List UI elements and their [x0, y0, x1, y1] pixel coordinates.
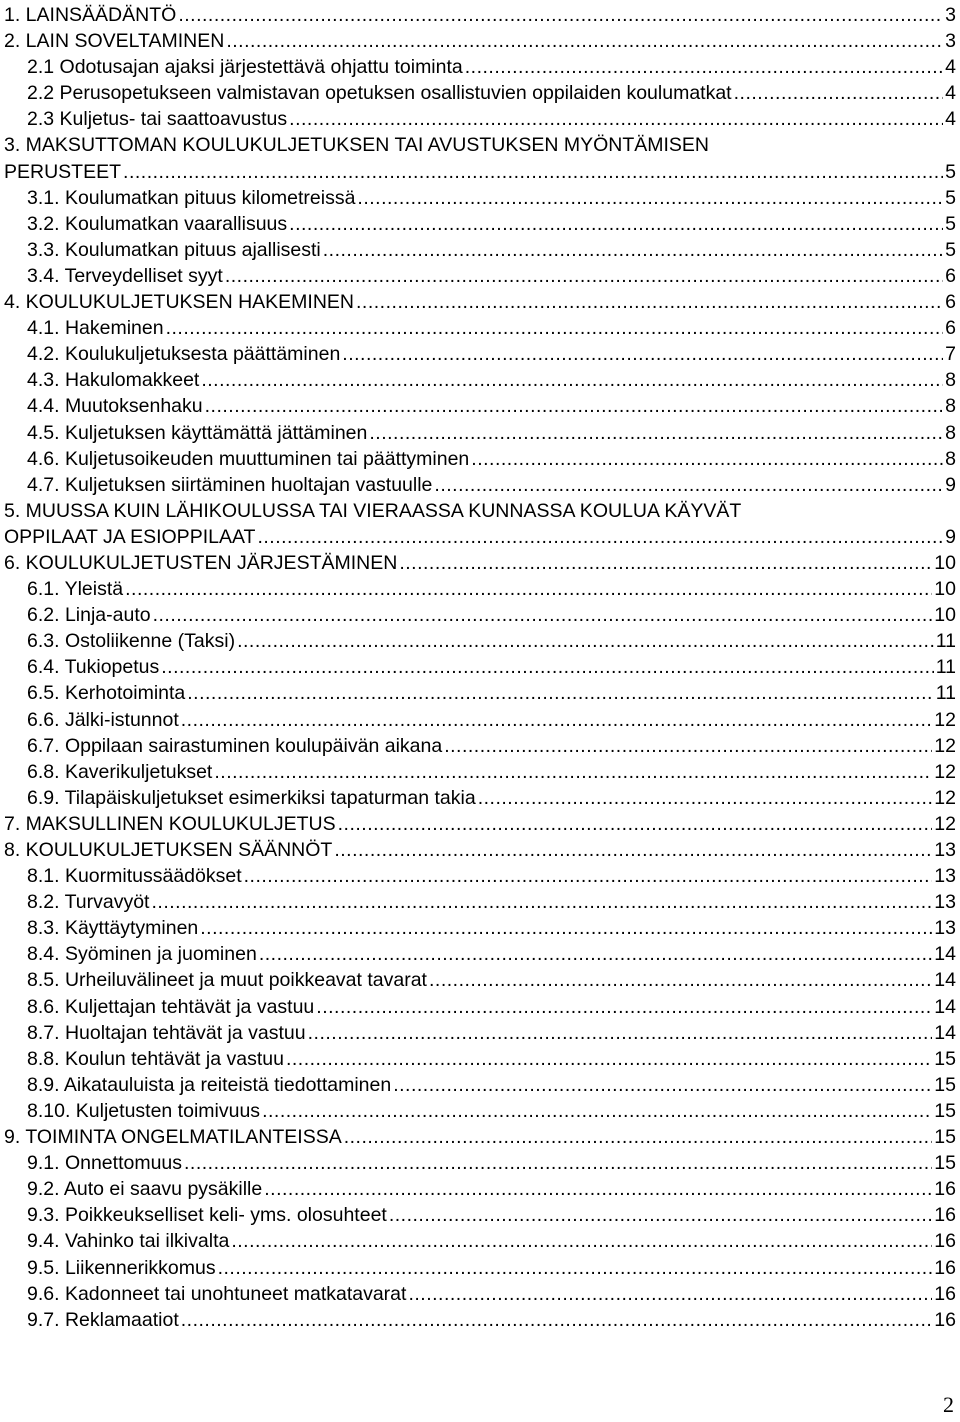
toc-entry-title: 9.3. Poikkeukselliset keli- yms. olosuhteet: [27, 1204, 387, 1227]
toc-entry[interactable]: [4, 1228, 956, 1254]
toc-dot-leader: [205, 393, 944, 419]
toc-entry[interactable]: [4, 967, 956, 993]
toc-entry-page: 12: [934, 734, 956, 757]
toc-entry-title: 9.6. Kadonneet tai unohtuneet matkatavarat: [27, 1282, 407, 1305]
toc-entry-page: 16: [934, 1230, 956, 1253]
toc-entry-page: 8: [945, 421, 956, 444]
toc-entry-title: 6.2. Linja-auto: [27, 604, 151, 627]
toc-entry-page: 15: [934, 1126, 956, 1149]
toc-entry-title: 8.8. Koulun tehtävät ja vastuu: [27, 1047, 284, 1070]
toc-entry-title: PERUSTEET: [4, 160, 122, 183]
toc-dot-leader: [465, 54, 943, 80]
toc-entry-title: 3.1. Koulumatkan pituus kilometreissä: [27, 186, 356, 209]
toc-entry-page: 13: [934, 917, 956, 940]
toc-entry-title: 2.1 Odotusajan ajaksi järjestettävä ohjattu toiminta: [27, 56, 463, 79]
toc-entry-page: 12: [934, 760, 956, 783]
toc-entry[interactable]: [4, 1307, 956, 1333]
toc-entry-page: 15: [934, 1099, 956, 1122]
toc-entry-title: 4.7. Kuljetuksen siirtäminen huoltajan vastuulle: [27, 473, 433, 496]
toc-entry-title: 1. LAINSÄÄDÄNTÖ: [4, 4, 177, 26]
toc-entry[interactable]: [4, 211, 956, 237]
toc-entry-title: 9.4. Vahinko tai ilkivalta: [27, 1230, 230, 1253]
toc-entry-page: 8: [945, 369, 956, 392]
toc-entry-title: 4.4. Muutoksenhaku: [27, 395, 203, 418]
toc-entry-title: 6.3. Ostoliikenne (Taksi): [27, 630, 236, 653]
toc-entry[interactable]: [4, 367, 956, 393]
toc-entry-page: 14: [934, 995, 956, 1018]
toc-entry-title: 4.1. Hakeminen: [27, 317, 164, 340]
toc-entry-page: 6: [945, 291, 956, 314]
toc-entry[interactable]: [4, 524, 956, 550]
toc-dot-leader: [151, 889, 932, 915]
toc-dot-leader: [153, 602, 933, 628]
toc-entry[interactable]: [4, 785, 956, 811]
toc-dot-leader: [334, 837, 932, 863]
toc-entry-page: 15: [934, 1152, 956, 1175]
toc-entry-title: 6. KOULUKULJETUSTEN JÄRJESTÄMINEN: [4, 551, 398, 574]
toc-entry-title: 6.4. Tukiopetus: [27, 656, 160, 679]
toc-entry-page: 16: [934, 1204, 956, 1227]
toc-entry-page: 15: [934, 1073, 956, 1096]
toc-entry[interactable]: [4, 237, 956, 263]
toc-entry[interactable]: [4, 1046, 956, 1072]
toc-entry[interactable]: [4, 1072, 956, 1098]
toc-entry[interactable]: [4, 1281, 956, 1307]
toc-entry-title: 9. TOIMINTA ONGELMATILANTEISSA: [4, 1126, 342, 1149]
toc-dot-leader: [289, 106, 943, 132]
toc-dot-leader: [259, 941, 932, 967]
toc-dot-leader: [123, 159, 943, 185]
toc-dot-leader: [399, 550, 932, 576]
toc-dot-leader: [356, 289, 943, 315]
toc-entry[interactable]: [4, 863, 956, 889]
toc-dot-leader: [178, 2, 943, 28]
toc-entry-title: 4.2. Koulukuljetuksesta päättäminen: [27, 343, 341, 366]
toc-entry[interactable]: [4, 576, 956, 602]
toc-dot-leader: [181, 1307, 933, 1333]
toc-entry-title: 8.2. Turvavyöt: [27, 891, 150, 914]
toc-dot-leader: [478, 785, 933, 811]
toc-entry[interactable]: [4, 263, 956, 289]
toc-entry-title: 8.5. Urheiluvälineet ja muut poikkeavat tavarat: [27, 969, 427, 992]
toc-entry[interactable]: [4, 628, 956, 654]
toc-entry-title: 7. MAKSULLINEN KOULUKULJETUS: [4, 812, 336, 835]
toc-dot-leader: [323, 237, 943, 263]
toc-entry-title: 9.5. Liikennerikkomus: [27, 1256, 216, 1279]
toc-dot-leader: [389, 1202, 932, 1228]
toc-entry[interactable]: [4, 994, 956, 1020]
toc-entry-title: 4. KOULUKULJETUKSEN HAKEMINEN: [4, 291, 355, 314]
toc-entry-page: 16: [934, 1308, 956, 1331]
toc-dot-leader: [237, 628, 934, 654]
toc-dot-leader: [200, 915, 932, 941]
toc-entry-page: 5: [945, 186, 956, 209]
toc-entry-title: 3. MAKSUTTOMAN KOULUKULJETUKSEN TAI AVUSTUKSEN MYÖNTÄMISEN: [4, 134, 710, 157]
toc-entry-page: 6: [945, 264, 956, 287]
toc-entry-page: 3: [945, 30, 956, 53]
toc-dot-leader: [231, 1228, 932, 1254]
toc-dot-leader: [187, 680, 933, 706]
toc-entry-title: OPPILAAT JA ESIOPPILAAT: [4, 525, 256, 548]
toc-entry-page: 11: [935, 656, 956, 679]
toc-entry-page: 8: [945, 395, 956, 418]
toc-dot-leader: [214, 759, 932, 785]
toc-entry-title: 6.7. Oppilaan sairastuminen koulupäivän aikana: [27, 734, 443, 757]
toc-dot-leader: [444, 733, 932, 759]
toc-entry-title: 9.2. Auto ei saavu pysäkille: [27, 1178, 263, 1201]
toc-entry-page: 12: [934, 708, 956, 731]
toc-entry[interactable]: [4, 2, 956, 28]
toc-entry-title: 3.3. Koulumatkan pituus ajallisesti: [27, 238, 321, 261]
toc-entry[interactable]: [4, 1176, 956, 1202]
toc-dot-leader: [225, 263, 943, 289]
table-of-contents: [4, 2, 956, 1333]
toc-entry-title: 8.10. Kuljetusten toimivuus: [27, 1099, 261, 1122]
toc-entry-page: 4: [945, 56, 956, 79]
toc-dot-leader: [161, 654, 933, 680]
toc-entry-title: 8.3. Käyttäytyminen: [27, 917, 199, 940]
toc-entry[interactable]: [4, 1098, 956, 1124]
toc-entry[interactable]: [4, 654, 956, 680]
toc-entry-title: 9.7. Reklamaatiot: [27, 1308, 179, 1331]
toc-entry-page: 13: [934, 891, 956, 914]
toc-entry-page: 14: [934, 943, 956, 966]
toc-dot-leader: [369, 420, 943, 446]
toc-entry[interactable]: [4, 811, 956, 837]
toc-dot-leader: [344, 1124, 933, 1150]
toc-dot-leader: [393, 1072, 932, 1098]
toc-entry[interactable]: [4, 289, 956, 315]
toc-entry-title: 8.4. Syöminen ja juominen: [27, 943, 257, 966]
toc-entry-page: 5: [945, 212, 956, 235]
toc-dot-leader: [181, 707, 933, 733]
toc-entry-title: 4.3. Hakulomakkeet: [27, 369, 200, 392]
toc-entry[interactable]: [4, 341, 956, 367]
toc-entry-title: 9.1. Onnettomuus: [27, 1152, 183, 1175]
toc-entry-page: 3: [945, 4, 956, 26]
toc-dot-leader: [308, 1020, 933, 1046]
toc-entry[interactable]: [4, 837, 956, 863]
toc-entry-page: 14: [934, 969, 956, 992]
toc-entry[interactable]: [4, 1124, 956, 1150]
toc-entry-page: 5: [945, 238, 956, 261]
toc-entry-page: 16: [934, 1256, 956, 1279]
toc-entry-page: 7: [945, 343, 956, 366]
toc-entry-page: 9: [945, 525, 956, 548]
toc-entry[interactable]: [4, 602, 956, 628]
toc-entry-page: 10: [934, 604, 956, 627]
toc-entry-title: 3.4. Terveydelliset syyt: [27, 264, 223, 287]
toc-entry-title: 6.5. Kerhotoiminta: [27, 682, 186, 705]
toc-dot-leader: [357, 185, 943, 211]
toc-entry-page: 11: [935, 682, 956, 705]
toc-entry[interactable]: [4, 1150, 956, 1176]
toc-dot-leader: [166, 315, 944, 341]
toc-dot-leader: [471, 446, 943, 472]
toc-entry-page: 4: [945, 82, 956, 105]
toc-entry-page: 4: [945, 108, 956, 131]
toc-entry-title: 3.2. Koulumatkan vaarallisuus: [27, 212, 288, 235]
toc-entry-title: 8.9. Aikatauluista ja reiteistä tiedottaminen: [27, 1073, 392, 1096]
toc-dot-leader: [408, 1281, 932, 1307]
toc-entry-title: 8.7. Huoltajan tehtävät ja vastuu: [27, 1021, 306, 1044]
toc-entry-page: 12: [934, 786, 956, 809]
toc-entry[interactable]: [4, 80, 956, 106]
toc-dot-leader: [201, 367, 943, 393]
toc-entry[interactable]: [4, 446, 956, 472]
toc-entry-title: 8.1. Kuormitussäädökset: [27, 865, 242, 888]
toc-entry[interactable]: [4, 1202, 956, 1228]
toc-entry[interactable]: [4, 759, 956, 785]
toc-entry-page: 6: [945, 317, 956, 340]
toc-dot-leader: [286, 1046, 932, 1072]
toc-dot-leader: [734, 80, 944, 106]
toc-entry[interactable]: [4, 915, 956, 941]
page-number: 2: [943, 1392, 954, 1417]
toc-entry[interactable]: [4, 54, 956, 80]
toc-dot-leader: [338, 811, 933, 837]
toc-entry[interactable]: [4, 1255, 956, 1281]
toc-dot-leader: [262, 1098, 932, 1124]
toc-entry-page: 12: [934, 812, 956, 835]
toc-entry[interactable]: [4, 1020, 956, 1046]
toc-entry[interactable]: [4, 550, 956, 576]
toc-entry-title: 2. LAIN SOVELTAMINEN: [4, 30, 225, 53]
toc-entry[interactable]: [4, 941, 956, 967]
toc-entry-title: 8. KOULUKULJETUKSEN SÄÄNNÖT: [4, 839, 333, 861]
toc-dot-leader: [218, 1255, 933, 1281]
toc-entry-title: 6.9. Tilapäiskuljetukset esimerkiksi tapaturman takia: [27, 786, 476, 809]
toc-dot-leader: [184, 1150, 932, 1176]
toc-entry-title: 4.5. Kuljetuksen käyttämättä jättäminen: [27, 421, 368, 444]
toc-entry[interactable]: [4, 420, 956, 446]
toc-entry[interactable]: [4, 680, 956, 706]
toc-entry[interactable]: [4, 393, 956, 419]
toc-dot-leader: [264, 1176, 932, 1202]
toc-entry-title: 6.8. Kaverikuljetukset: [27, 760, 213, 783]
toc-entry-page: 13: [934, 865, 956, 888]
toc-entry-title: 6.1. Yleistä: [27, 578, 124, 601]
toc-entry-page: 10: [934, 578, 956, 601]
toc-entry[interactable]: [4, 106, 956, 132]
toc-dot-leader: [257, 524, 943, 550]
toc-dot-leader: [125, 576, 932, 602]
toc-entry-title: 5. MUUSSA KUIN LÄHIKOULUSSA TAI VIERAASSA KUNNASSA KOULUA KÄYVÄT: [4, 499, 742, 522]
toc-entry[interactable]: [4, 159, 956, 185]
toc-entry-page: 16: [934, 1178, 956, 1201]
toc-dot-leader: [342, 341, 943, 367]
toc-dot-leader: [429, 967, 932, 993]
toc-dot-leader: [316, 994, 932, 1020]
toc-entry-title: 2.2 Perusopetukseen valmistavan opetuksen osallistuvien oppilaiden koulumatkat: [27, 82, 732, 105]
toc-dot-leader: [434, 472, 943, 498]
toc-entry[interactable]: [4, 733, 956, 759]
toc-entry[interactable]: [4, 889, 956, 915]
toc-entry-title: 8.6. Kuljettajan tehtävät ja vastuu: [27, 995, 315, 1018]
toc-entry[interactable]: [4, 707, 956, 733]
toc-entry[interactable]: [4, 472, 956, 498]
toc-entry[interactable]: [4, 28, 956, 54]
toc-dot-leader: [289, 211, 943, 237]
toc-entry[interactable]: [4, 185, 956, 211]
toc-entry-page: 5: [945, 160, 956, 183]
toc-entry-page: 16: [934, 1282, 956, 1305]
toc-entry-page: 8: [945, 447, 956, 470]
toc-entry-page: 11: [935, 630, 956, 653]
toc-dot-leader: [244, 863, 933, 889]
toc-entry-title: 2.3 Kuljetus- tai saattoavustus: [27, 108, 288, 131]
toc-entry-page: 13: [934, 839, 956, 861]
toc-entry-heading-line: [4, 498, 956, 524]
toc-entry-page: 14: [934, 1021, 956, 1044]
toc-entry-title: 4.6. Kuljetusoikeuden muuttuminen tai päättyminen: [27, 447, 470, 470]
toc-entry-page: 10: [934, 551, 956, 574]
toc-entry[interactable]: [4, 315, 956, 341]
toc-entry-heading-line: [4, 132, 956, 158]
toc-entry-page: 15: [934, 1047, 956, 1070]
toc-dot-leader: [226, 28, 943, 54]
toc-entry-page: 9: [945, 473, 956, 496]
toc-entry-title: 6.6. Jälki-istunnot: [27, 708, 179, 731]
